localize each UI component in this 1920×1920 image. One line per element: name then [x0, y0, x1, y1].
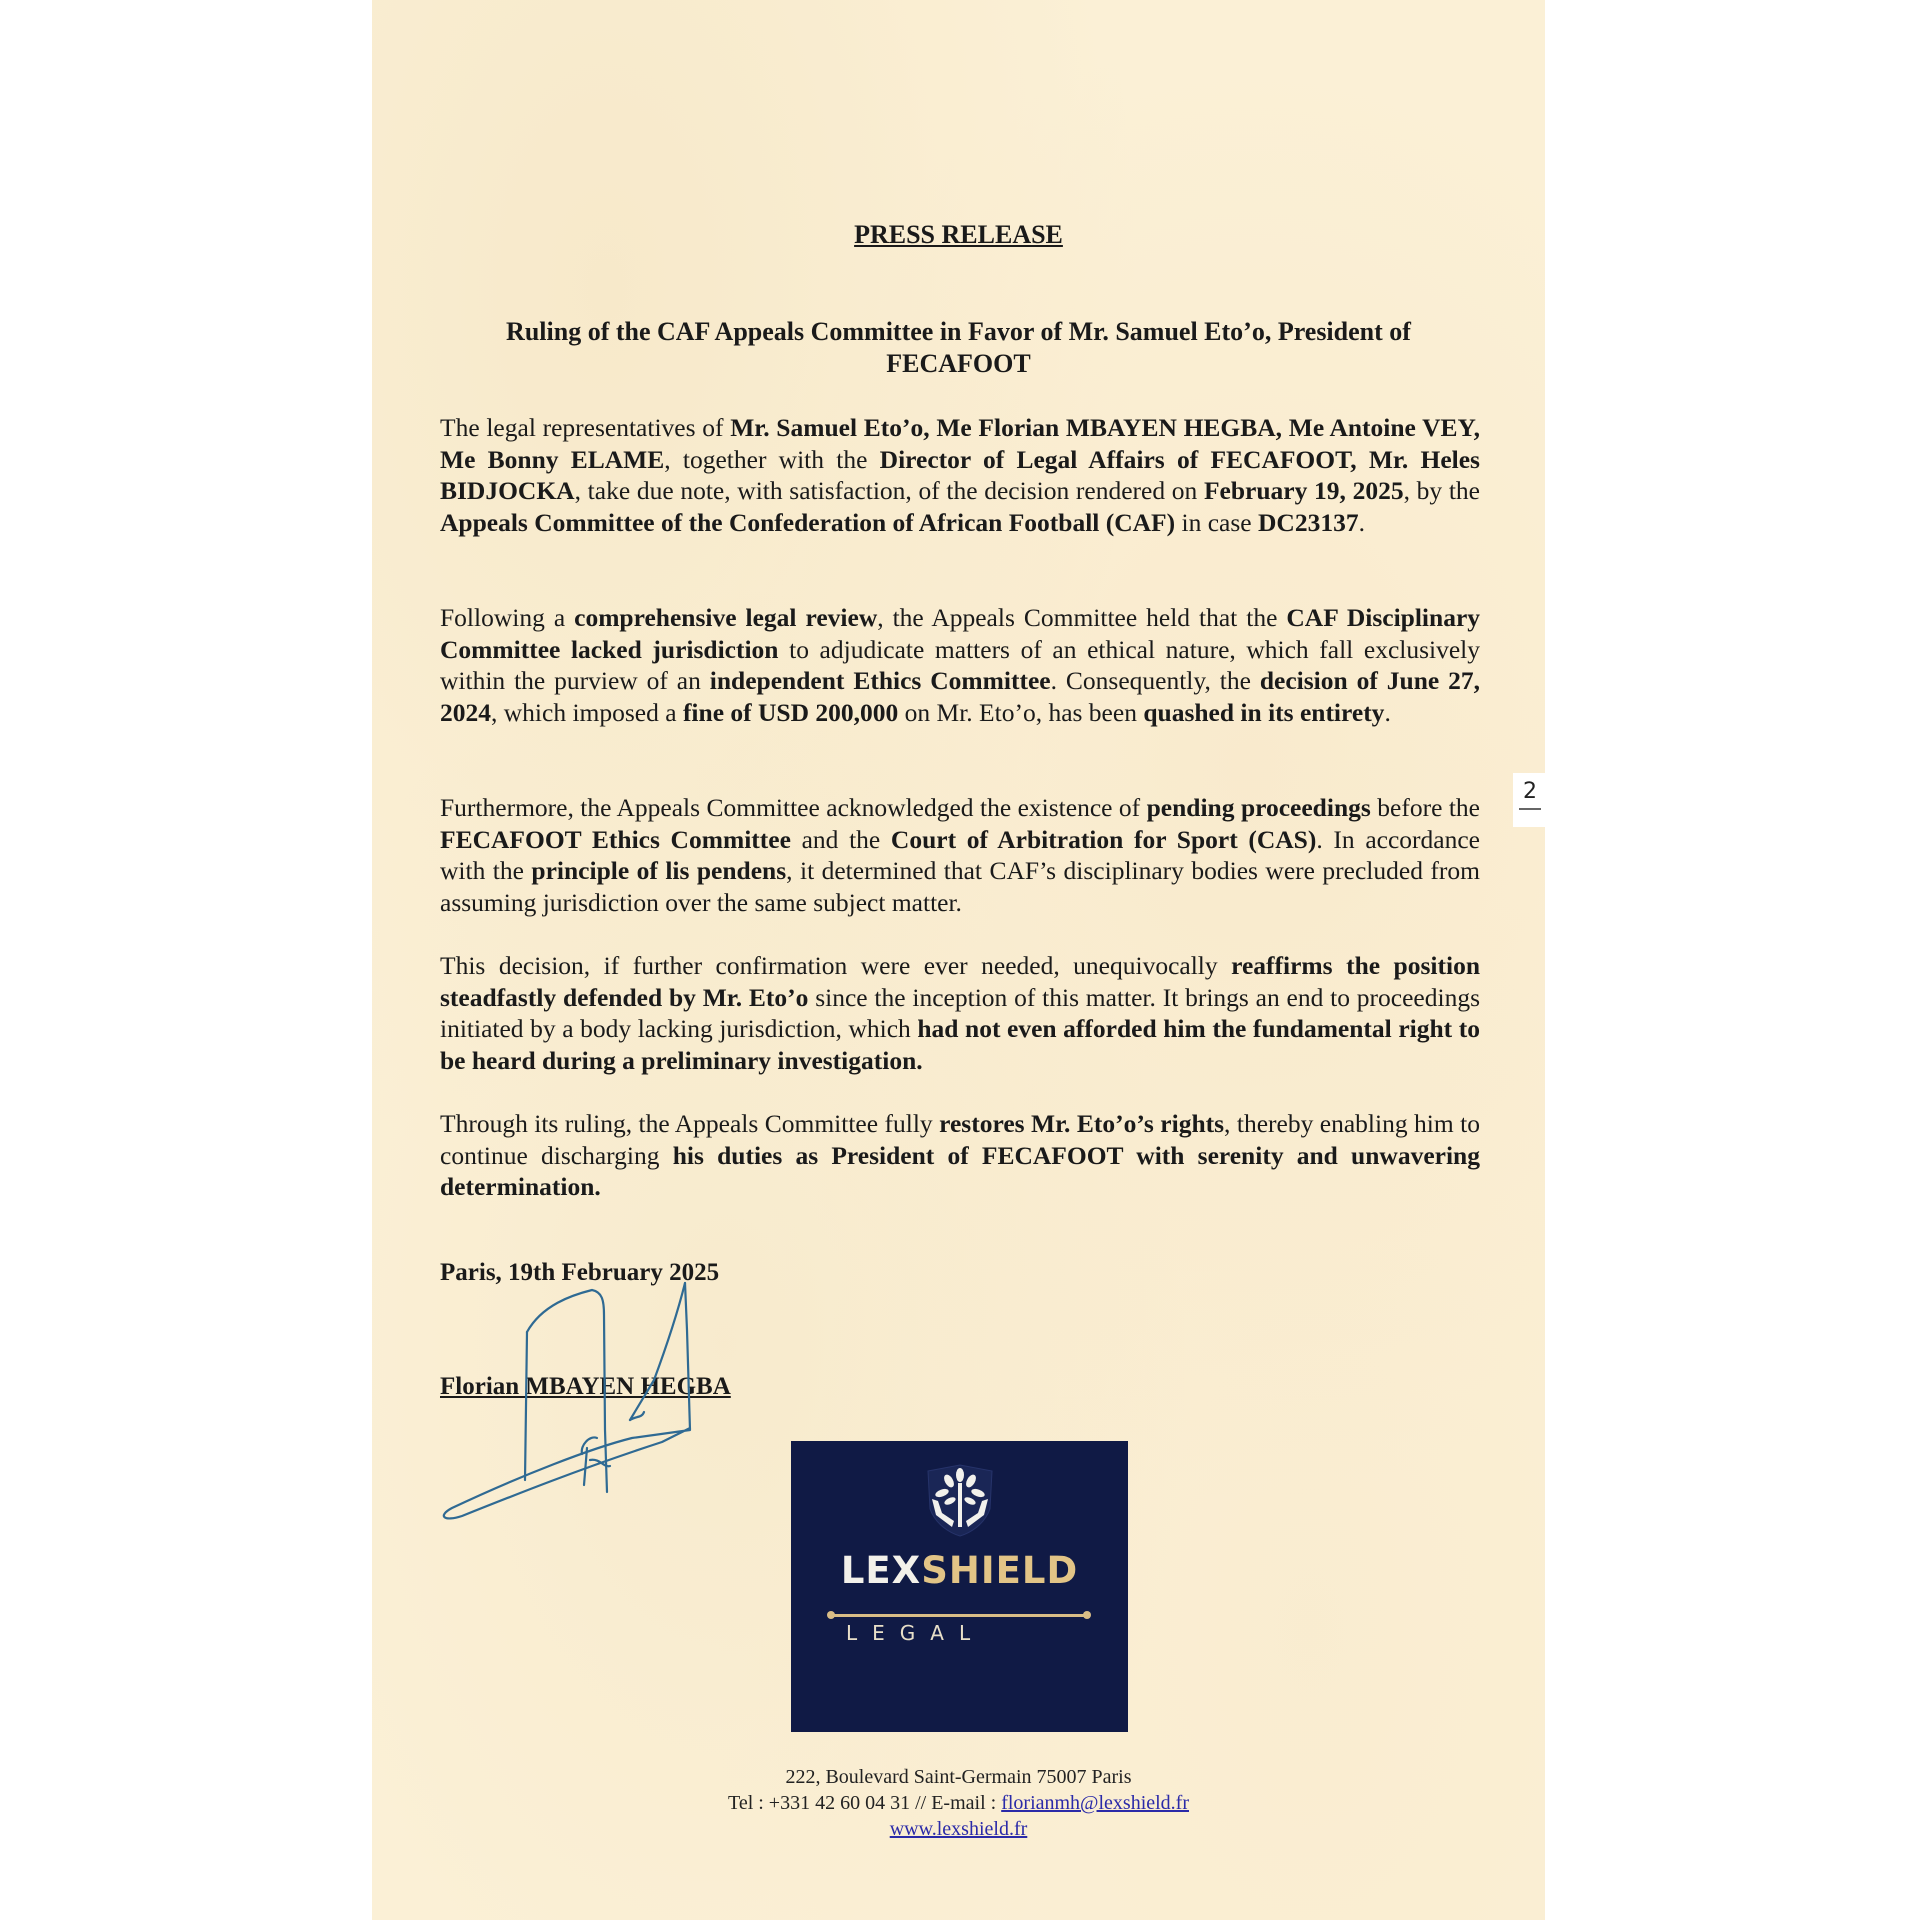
logo-line-dot-right [1083, 1611, 1091, 1619]
bold-text: FECAFOOT Ethics Committee [440, 824, 791, 854]
bold-text: decision of June 27, 2024 [440, 666, 1481, 728]
text: Following a [440, 603, 575, 632]
bold-text: quashed in its entirety [1143, 698, 1385, 728]
bold-text: principle of lis pendens [531, 856, 787, 886]
document-page [372, 0, 1545, 1920]
logo-wordmark [791, 1549, 1128, 1592]
bold-text: his duties as President of FECAFOOT with serenity and unwavering determination. [440, 1140, 1480, 1202]
paragraph [440, 412, 1480, 539]
bold-text: February 19, 2025 [1203, 476, 1404, 506]
text: This decision, if further confirmation were ever needed, unequivocally [440, 951, 1232, 980]
website-link[interactable]: www.lexshield.fr [889, 1818, 1028, 1840]
subtitle-line-2: FECAFOOT [886, 349, 1031, 378]
bold-text: independent Ethics Committee [709, 666, 1051, 696]
bold-text: pending proceedings [1146, 793, 1371, 822]
bold-text: comprehensive legal review [574, 603, 878, 632]
footer-tel: Tel : +331 42 60 04 31 // E-mail : [728, 1792, 1002, 1814]
text: Through its ruling, the Appeals Committee fully [440, 1109, 940, 1138]
bold-text: had not even afforded him the fundamental right to be heard during a preliminary investigation. [440, 1014, 1480, 1076]
text: Furthermore, the Appeals Committee acknowledged the existence of [440, 793, 1147, 822]
text: in case [1175, 508, 1258, 538]
text: , which imposed a [491, 698, 683, 728]
text: since the inception of this matter. It brings an end to proceedings initiated by a body lacking jurisdiction, which [440, 982, 1480, 1044]
paragraph [440, 950, 1480, 1077]
text: , together with the [664, 444, 880, 474]
bold-text: DC23137 [1257, 508, 1359, 538]
footer-contact-line [372, 1790, 1545, 1816]
bold-text: Director of Legal Affairs of FECAFOOT, Mr. Heles BIDJOCKA [440, 444, 1480, 506]
logo-word-lex: LEX [840, 1549, 922, 1592]
text: The legal representatives of [440, 413, 731, 442]
logo-subword: LEGAL [846, 1621, 986, 1645]
handwritten-signature [432, 1270, 692, 1540]
logo-divider-line [831, 1614, 1085, 1617]
bold-text: CAF Disciplinary Committee lacked jurisdiction [440, 603, 1481, 664]
text: . Consequently, the [1050, 666, 1260, 696]
bold-text: restores Mr. Eto’o’s rights [939, 1109, 1225, 1138]
text: . [1384, 698, 1391, 728]
email-link[interactable]: florianmh@lexshield.fr [1001, 1792, 1189, 1814]
page-number-rule [1519, 808, 1541, 810]
footer-contact [372, 1764, 1545, 1842]
paragraph [440, 792, 1480, 919]
lexshield-logo [791, 1441, 1128, 1732]
text: and the [790, 824, 891, 854]
text: , it determined that CAF’s disciplinary bodies were precluded from assuming jurisdiction over the same subject matter. [440, 856, 1480, 918]
document-title: PRESS RELEASE [854, 220, 1063, 249]
place-date: Paris, 19th February 2025 [440, 1259, 720, 1286]
page-number-badge [1513, 773, 1547, 827]
text: . In accordance with the [440, 824, 1480, 886]
paragraph [440, 1108, 1480, 1203]
document-subtitle [452, 316, 1465, 380]
bold-text: fine of USD 200,000 [682, 698, 899, 728]
bold-text: Appeals Committee of the Confederation of African Football (CAF) [440, 508, 1176, 538]
footer-address: 222, Boulevard Saint-Germain 75007 Paris [785, 1766, 1132, 1788]
text: , the Appeals Committee held that the [877, 603, 1287, 632]
text: before the [1370, 793, 1480, 822]
tree-hands-shield-icon [922, 1463, 998, 1537]
subtitle-line-1: Ruling of the CAF Appeals Committee in Favor of Mr. Samuel Eto’o, President of [506, 317, 1411, 346]
bold-text: Mr. Samuel Eto’o, Me Florian MBAYEN HEGBA, Me Antoine VEY, Me Bonny ELAME [440, 413, 1480, 474]
text: , take due note, with satisfaction, of the decision rendered on [574, 476, 1204, 506]
text: on Mr. Eto’o, has been [898, 698, 1144, 728]
bold-text: reaffirms the position steadfastly defended by Mr. Eto’o [440, 951, 1480, 1012]
text: . [1358, 508, 1365, 538]
text: to adjudicate matters of an ethical nature, which fall exclusively within the purview of an [440, 634, 1481, 696]
text: , by the [1403, 476, 1480, 506]
logo-word-shield: SHIELD [921, 1549, 1079, 1592]
paragraph [440, 602, 1480, 729]
page-number: 2 [1523, 779, 1537, 804]
signer-name: Florian MBAYEN HEGBA [440, 1373, 731, 1400]
text: , thereby enabling him to continue discharging [440, 1109, 1480, 1170]
bold-text: Court of Arbitration for Sport (CAS) [890, 824, 1317, 854]
